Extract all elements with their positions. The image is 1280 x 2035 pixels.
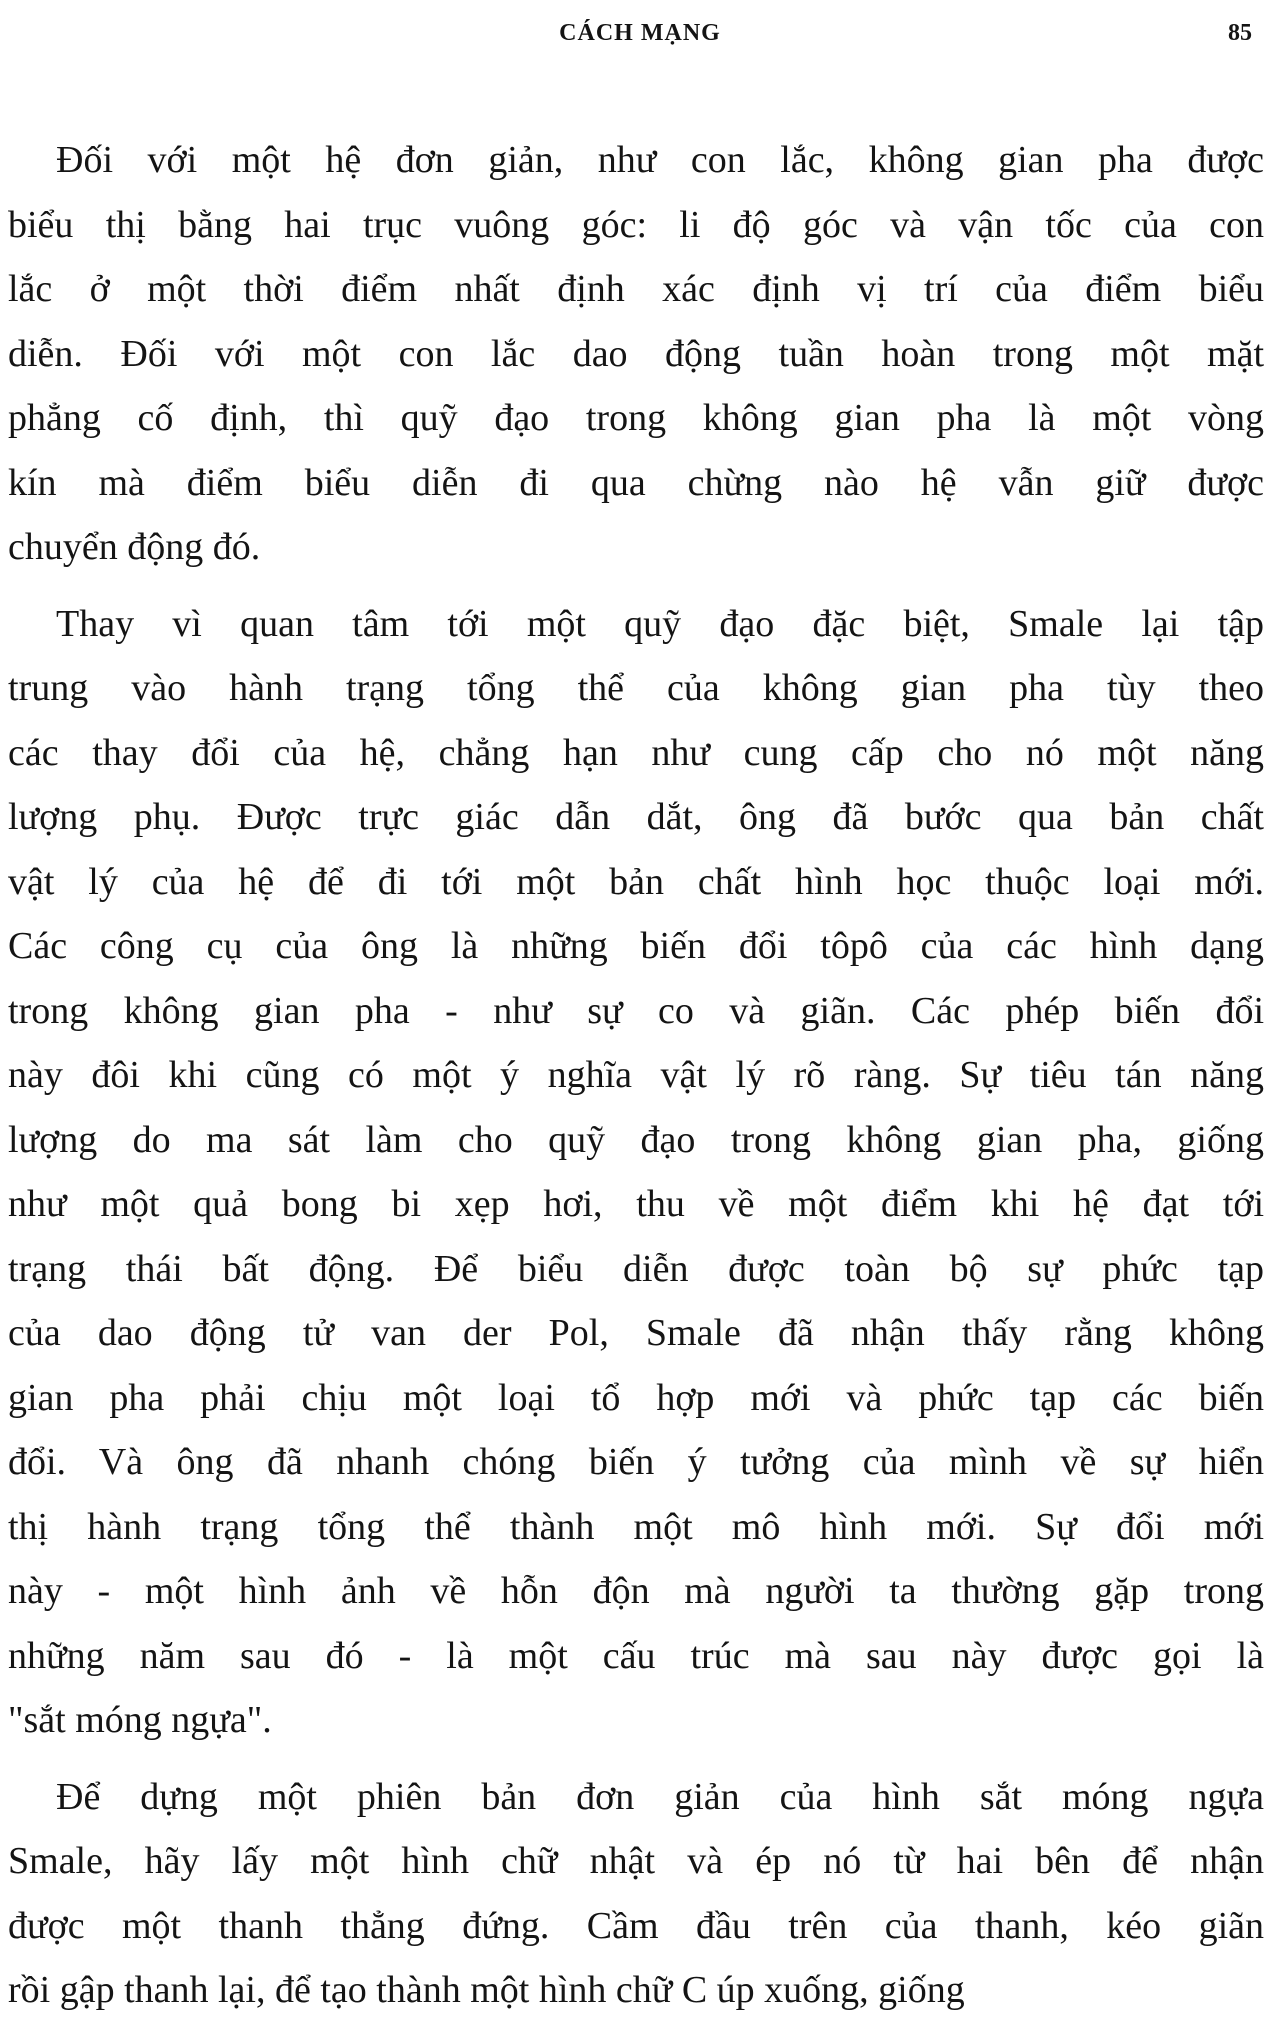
text-line: chuyển động đó. — [8, 526, 261, 568]
text-line: đổi. Và ông đã nhanh chóng biến ý tưởng của mình về sự hiển — [8, 1441, 1264, 1483]
text-line: phẳng cố định, thì quỹ đạo trong không gian pha là một vòng — [8, 397, 1264, 439]
text-line: này - một hình ảnh về hỗn độn mà người ta thường gặp trong — [8, 1570, 1264, 1612]
paragraph — [8, 592, 1264, 1753]
text-line: "sắt móng ngựa". — [8, 1699, 272, 1741]
text-line: những năm sau đó - là một cấu trúc mà sau này được gọi là — [8, 1634, 1264, 1677]
text-line: lắc ở một thời điểm nhất định xác định vị trí của điểm biểu — [8, 268, 1264, 310]
chapter-title: CÁCH MẠNG — [559, 20, 721, 46]
text-line: rồi gập thanh lại, để tạo thành một hình chữ C úp xuống, giống — [8, 1969, 965, 2011]
text-line: lượng do ma sát làm cho quỹ đạo trong không gian pha, giống — [8, 1118, 1264, 1161]
paragraph — [8, 128, 1264, 580]
running-header — [0, 18, 1280, 58]
text-line: vật lý của hệ để đi tới một bản chất hình học thuộc loại mới. — [8, 860, 1264, 903]
text-line: diễn. Đối với một con lắc dao động tuần hoàn trong một mặt — [8, 332, 1264, 375]
text-line: lượng phụ. Được trực giác dẫn dắt, ông đã bước qua bản chất — [8, 796, 1264, 838]
text-line: thị hành trạng tổng thể thành một mô hình mới. Sự đổi mới — [8, 1505, 1264, 1548]
body-text — [8, 128, 1264, 2035]
text-line: gian pha phải chịu một loại tổ hợp mới và phức tạp các biến — [8, 1376, 1264, 1419]
text-line: của dao động tử van der Pol, Smale đã nhận thấy rằng không — [8, 1312, 1264, 1354]
text-line: Các công cụ của ông là những biến đổi tôpô của các hình dạng — [8, 925, 1264, 967]
text-line: này đôi khi cũng có một ý nghĩa vật lý rõ ràng. Sự tiêu tán năng — [8, 1054, 1264, 1096]
text-line: biểu thị bằng hai trục vuông góc: li độ góc và vận tốc của con — [8, 203, 1264, 246]
text-line: trạng thái bất động. Để biểu diễn được toàn bộ sự phức tạp — [8, 1247, 1264, 1290]
text-line: trong không gian pha - như sự co và giãn. Các phép biến đổi — [8, 989, 1264, 1032]
text-line: Smale, hãy lấy một hình chữ nhật và ép nó từ hai bên để nhận — [8, 1840, 1264, 1882]
page-number: 85 — [1228, 20, 1252, 46]
text-line: Thay vì quan tâm tới một quỹ đạo đặc biệt, Smale lại tập — [56, 602, 1264, 645]
text-line: các thay đổi của hệ, chẳng hạn như cung cấp cho nó một năng — [8, 731, 1264, 774]
text-line: Để dựng một phiên bản đơn giản của hình sắt móng ngựa — [56, 1775, 1264, 1818]
text-line: được một thanh thẳng đứng. Cầm đầu trên của thanh, kéo giãn — [8, 1904, 1264, 1947]
text-line: kín mà điểm biểu diễn đi qua chừng nào hệ vẫn giữ được — [8, 461, 1264, 504]
text-line: trung vào hành trạng tổng thể của không gian pha tùy theo — [8, 667, 1264, 709]
text-line: Đối với một hệ đơn giản, như con lắc, không gian pha được — [56, 139, 1264, 181]
paragraph — [8, 1765, 1264, 2023]
text-line: như một quả bong bi xẹp hơi, thu về một điểm khi hệ đạt tới — [8, 1183, 1264, 1225]
